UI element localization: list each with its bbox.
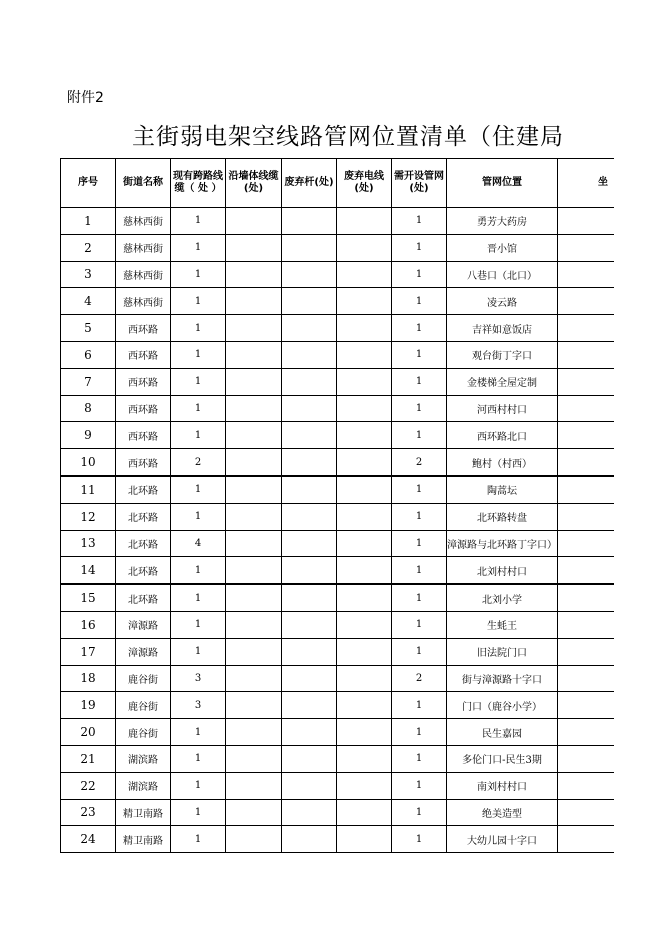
row-abandoned-pole (282, 315, 337, 342)
table-row (61, 261, 614, 288)
row-seq: 4 (61, 288, 116, 315)
table-row (61, 315, 614, 342)
row-abandoned-pole (282, 395, 337, 422)
row-wall-cable (226, 799, 282, 826)
row-location: 北环路转盘 (447, 503, 558, 530)
row-abandoned-pole (282, 799, 337, 826)
row-pipe-needed: 1 (392, 799, 447, 826)
row-wall-cable (226, 826, 282, 853)
row-abandoned-pole (282, 557, 337, 584)
row-pipe-needed: 1 (392, 692, 447, 719)
table-row (61, 395, 614, 422)
table-row (61, 719, 614, 746)
row-seq: 17 (61, 638, 116, 665)
row-cross-cable: 1 (171, 584, 226, 611)
row-pipe-needed: 1 (392, 288, 447, 315)
row-pipe-needed: 1 (392, 772, 447, 799)
row-seq: 7 (61, 368, 116, 395)
row-cross-cable: 1 (171, 745, 226, 772)
row-seq: 10 (61, 449, 116, 476)
row-abandoned-pole (282, 584, 337, 611)
row-street: 湖滨路 (116, 745, 171, 772)
row-pipe-needed: 2 (392, 449, 447, 476)
row-abandoned-wire (337, 368, 392, 395)
row-cross-cable: 2 (171, 449, 226, 476)
row-cross-cable: 1 (171, 234, 226, 261)
row-abandoned-wire (337, 665, 392, 692)
row-wall-cable (226, 341, 282, 368)
row-seq: 5 (61, 315, 116, 342)
table-row (61, 449, 614, 476)
row-cross-cable: 1 (171, 288, 226, 315)
table-row (61, 557, 614, 584)
row-coordinate (558, 315, 614, 342)
row-wall-cable (226, 745, 282, 772)
row-street: 漳源路 (116, 611, 171, 638)
page-title: 主街弱电架空线路管网位置清单（住建局 (132, 124, 564, 150)
row-street: 北环路 (116, 530, 171, 557)
row-cross-cable: 1 (171, 208, 226, 235)
row-coordinate (558, 692, 614, 719)
row-wall-cable (226, 611, 282, 638)
row-street: 慈林西街 (116, 234, 171, 261)
row-abandoned-pole (282, 692, 337, 719)
table-row (61, 638, 614, 665)
row-location: 凌云路 (447, 288, 558, 315)
row-pipe-needed: 1 (392, 826, 447, 853)
row-wall-cable (226, 665, 282, 692)
row-abandoned-pole (282, 611, 337, 638)
row-coordinate (558, 288, 614, 315)
row-pipe-needed: 1 (392, 234, 447, 261)
row-street: 鹿谷街 (116, 692, 171, 719)
row-abandoned-wire (337, 395, 392, 422)
row-location: 生蚝王 (447, 611, 558, 638)
header-abandoned-wire: 废弃电线(处) (337, 159, 392, 208)
row-abandoned-wire (337, 611, 392, 638)
pipe-network-table (60, 158, 614, 853)
row-abandoned-pole (282, 341, 337, 368)
row-abandoned-wire (337, 719, 392, 746)
row-cross-cable: 3 (171, 692, 226, 719)
row-coordinate (558, 234, 614, 261)
row-wall-cable (226, 692, 282, 719)
table-row (61, 208, 614, 235)
row-location: 勇芳大药房 (447, 208, 558, 235)
row-seq: 19 (61, 692, 116, 719)
row-coordinate (558, 422, 614, 449)
row-street: 精卫南路 (116, 826, 171, 853)
row-cross-cable: 1 (171, 368, 226, 395)
row-seq: 20 (61, 719, 116, 746)
table-row (61, 288, 614, 315)
attachment-label: 附件2 (67, 90, 104, 106)
row-location: 南刘村村口 (447, 772, 558, 799)
row-street: 西环路 (116, 422, 171, 449)
row-street: 北环路 (116, 503, 171, 530)
row-location: 多伦门口-民生3期 (447, 745, 558, 772)
table-row (61, 799, 614, 826)
row-abandoned-pole (282, 772, 337, 799)
row-abandoned-wire (337, 826, 392, 853)
header-pipe-needed: 需开设管网(处) (392, 159, 447, 208)
row-pipe-needed: 1 (392, 261, 447, 288)
row-seq: 22 (61, 772, 116, 799)
row-abandoned-pole (282, 288, 337, 315)
row-abandoned-pole (282, 745, 337, 772)
row-abandoned-wire (337, 799, 392, 826)
row-cross-cable: 1 (171, 422, 226, 449)
row-wall-cable (226, 315, 282, 342)
row-cross-cable: 1 (171, 476, 226, 503)
row-abandoned-pole (282, 449, 337, 476)
table-row (61, 745, 614, 772)
row-location: 金楼梯全屋定制 (447, 368, 558, 395)
row-abandoned-pole (282, 476, 337, 503)
row-abandoned-wire (337, 638, 392, 665)
table-row (61, 341, 614, 368)
row-abandoned-pole (282, 530, 337, 557)
header-coordinate: 坐 (558, 159, 614, 208)
row-coordinate (558, 449, 614, 476)
row-abandoned-pole (282, 261, 337, 288)
table-row (61, 368, 614, 395)
row-seq: 21 (61, 745, 116, 772)
row-abandoned-pole (282, 638, 337, 665)
row-street: 鹿谷街 (116, 665, 171, 692)
row-seq: 16 (61, 611, 116, 638)
row-coordinate (558, 584, 614, 611)
row-coordinate (558, 826, 614, 853)
row-location: 八巷口（北口） (447, 261, 558, 288)
row-cross-cable: 1 (171, 799, 226, 826)
row-pipe-needed: 1 (392, 422, 447, 449)
row-street: 慈林西街 (116, 208, 171, 235)
row-coordinate (558, 719, 614, 746)
row-street: 西环路 (116, 395, 171, 422)
row-cross-cable: 1 (171, 611, 226, 638)
header-location: 管网位置 (447, 159, 558, 208)
row-cross-cable: 3 (171, 665, 226, 692)
row-wall-cable (226, 719, 282, 746)
table-row (61, 530, 614, 557)
row-street: 西环路 (116, 341, 171, 368)
row-coordinate (558, 368, 614, 395)
row-pipe-needed: 1 (392, 719, 447, 746)
header-row (61, 159, 614, 208)
row-coordinate (558, 638, 614, 665)
row-seq: 24 (61, 826, 116, 853)
header-cross-cable: 现有跨路线缆（ 处 ） (171, 159, 226, 208)
row-abandoned-wire (337, 341, 392, 368)
row-location: 北刘小学 (447, 584, 558, 611)
row-abandoned-wire (337, 503, 392, 530)
row-street: 漳源路 (116, 638, 171, 665)
row-pipe-needed: 1 (392, 315, 447, 342)
row-street: 西环路 (116, 315, 171, 342)
row-location: 观台街丁字口 (447, 341, 558, 368)
row-cross-cable: 1 (171, 261, 226, 288)
row-street: 北环路 (116, 557, 171, 584)
row-location: 旧法院门口 (447, 638, 558, 665)
row-pipe-needed: 1 (392, 368, 447, 395)
row-location: 街与漳源路十字口 (447, 665, 558, 692)
row-location: 西环路北口 (447, 422, 558, 449)
row-coordinate (558, 261, 614, 288)
row-pipe-needed: 1 (392, 208, 447, 235)
row-wall-cable (226, 395, 282, 422)
row-cross-cable: 1 (171, 341, 226, 368)
row-abandoned-wire (337, 584, 392, 611)
row-abandoned-wire (337, 530, 392, 557)
row-seq: 1 (61, 208, 116, 235)
row-abandoned-pole (282, 422, 337, 449)
row-cross-cable: 1 (171, 557, 226, 584)
row-wall-cable (226, 772, 282, 799)
table-row (61, 772, 614, 799)
row-abandoned-pole (282, 826, 337, 853)
row-pipe-needed: 1 (392, 341, 447, 368)
row-cross-cable: 1 (171, 315, 226, 342)
row-abandoned-pole (282, 208, 337, 235)
row-wall-cable (226, 557, 282, 584)
row-street: 精卫南路 (116, 799, 171, 826)
row-cross-cable: 4 (171, 530, 226, 557)
row-abandoned-wire (337, 261, 392, 288)
header-abandoned-pole: 废弃杆(处) (282, 159, 337, 208)
row-abandoned-pole (282, 665, 337, 692)
row-street: 西环路 (116, 449, 171, 476)
row-coordinate (558, 208, 614, 235)
table-row (61, 826, 614, 853)
row-abandoned-wire (337, 234, 392, 261)
row-seq: 2 (61, 234, 116, 261)
row-abandoned-wire (337, 476, 392, 503)
row-abandoned-pole (282, 368, 337, 395)
row-abandoned-wire (337, 692, 392, 719)
row-pipe-needed: 1 (392, 611, 447, 638)
row-coordinate (558, 530, 614, 557)
row-cross-cable: 1 (171, 503, 226, 530)
row-abandoned-wire (337, 288, 392, 315)
row-seq: 18 (61, 665, 116, 692)
row-coordinate (558, 665, 614, 692)
row-wall-cable (226, 368, 282, 395)
row-seq: 15 (61, 584, 116, 611)
row-wall-cable (226, 476, 282, 503)
table-row (61, 692, 614, 719)
row-wall-cable (226, 503, 282, 530)
row-coordinate (558, 476, 614, 503)
row-wall-cable (226, 638, 282, 665)
table-row (61, 422, 614, 449)
row-street: 慈林西街 (116, 288, 171, 315)
row-street: 鹿谷街 (116, 719, 171, 746)
table-row (61, 584, 614, 611)
row-street: 慈林西街 (116, 261, 171, 288)
row-location: 晋小馆 (447, 234, 558, 261)
row-abandoned-wire (337, 208, 392, 235)
header-wall-cable: 沿墙体线缆(处) (226, 159, 282, 208)
row-coordinate (558, 799, 614, 826)
row-abandoned-wire (337, 315, 392, 342)
row-coordinate (558, 503, 614, 530)
row-abandoned-pole (282, 503, 337, 530)
table-row (61, 503, 614, 530)
row-wall-cable (226, 261, 282, 288)
header-street: 街道名称 (116, 159, 171, 208)
row-seq: 12 (61, 503, 116, 530)
row-location: 吉祥如意饭店 (447, 315, 558, 342)
row-wall-cable (226, 530, 282, 557)
row-seq: 23 (61, 799, 116, 826)
row-location: 绝美造型 (447, 799, 558, 826)
row-abandoned-wire (337, 422, 392, 449)
row-coordinate (558, 557, 614, 584)
row-street: 北环路 (116, 476, 171, 503)
row-pipe-needed: 1 (392, 584, 447, 611)
row-street: 北环路 (116, 584, 171, 611)
row-location: 陶蒿坛 (447, 476, 558, 503)
row-abandoned-pole (282, 719, 337, 746)
row-location: 大幼儿园十字口 (447, 826, 558, 853)
row-wall-cable (226, 288, 282, 315)
row-wall-cable (226, 234, 282, 261)
row-street: 西环路 (116, 368, 171, 395)
row-cross-cable: 1 (171, 638, 226, 665)
row-pipe-needed: 1 (392, 530, 447, 557)
row-abandoned-wire (337, 745, 392, 772)
row-abandoned-wire (337, 772, 392, 799)
row-wall-cable (226, 584, 282, 611)
row-cross-cable: 1 (171, 395, 226, 422)
row-seq: 9 (61, 422, 116, 449)
row-coordinate (558, 772, 614, 799)
row-coordinate (558, 395, 614, 422)
row-location: 门口（鹿谷小学） (447, 692, 558, 719)
row-wall-cable (226, 422, 282, 449)
row-seq: 8 (61, 395, 116, 422)
row-wall-cable (226, 449, 282, 476)
row-pipe-needed: 1 (392, 638, 447, 665)
row-location: 北刘村村口 (447, 557, 558, 584)
row-location: 民生嘉园 (447, 719, 558, 746)
row-pipe-needed: 1 (392, 476, 447, 503)
header-seq: 序号 (61, 159, 116, 208)
table-row (61, 611, 614, 638)
row-pipe-needed: 1 (392, 395, 447, 422)
table-row (61, 234, 614, 261)
row-street: 湖滨路 (116, 772, 171, 799)
table-row (61, 476, 614, 503)
row-coordinate (558, 611, 614, 638)
row-seq: 3 (61, 261, 116, 288)
row-seq: 11 (61, 476, 116, 503)
row-location: 鲍村（村西） (447, 449, 558, 476)
row-location: 漳源路与北环路丁字口） (447, 530, 558, 557)
row-cross-cable: 1 (171, 826, 226, 853)
row-pipe-needed: 1 (392, 503, 447, 530)
row-pipe-needed: 2 (392, 665, 447, 692)
row-abandoned-wire (337, 449, 392, 476)
row-coordinate (558, 341, 614, 368)
row-pipe-needed: 1 (392, 745, 447, 772)
row-cross-cable: 1 (171, 772, 226, 799)
row-location: 河西村村口 (447, 395, 558, 422)
row-seq: 13 (61, 530, 116, 557)
row-wall-cable (226, 208, 282, 235)
row-coordinate (558, 745, 614, 772)
table-row (61, 665, 614, 692)
row-abandoned-wire (337, 557, 392, 584)
row-cross-cable: 1 (171, 719, 226, 746)
row-seq: 14 (61, 557, 116, 584)
row-seq: 6 (61, 341, 116, 368)
row-pipe-needed: 1 (392, 557, 447, 584)
row-abandoned-pole (282, 234, 337, 261)
